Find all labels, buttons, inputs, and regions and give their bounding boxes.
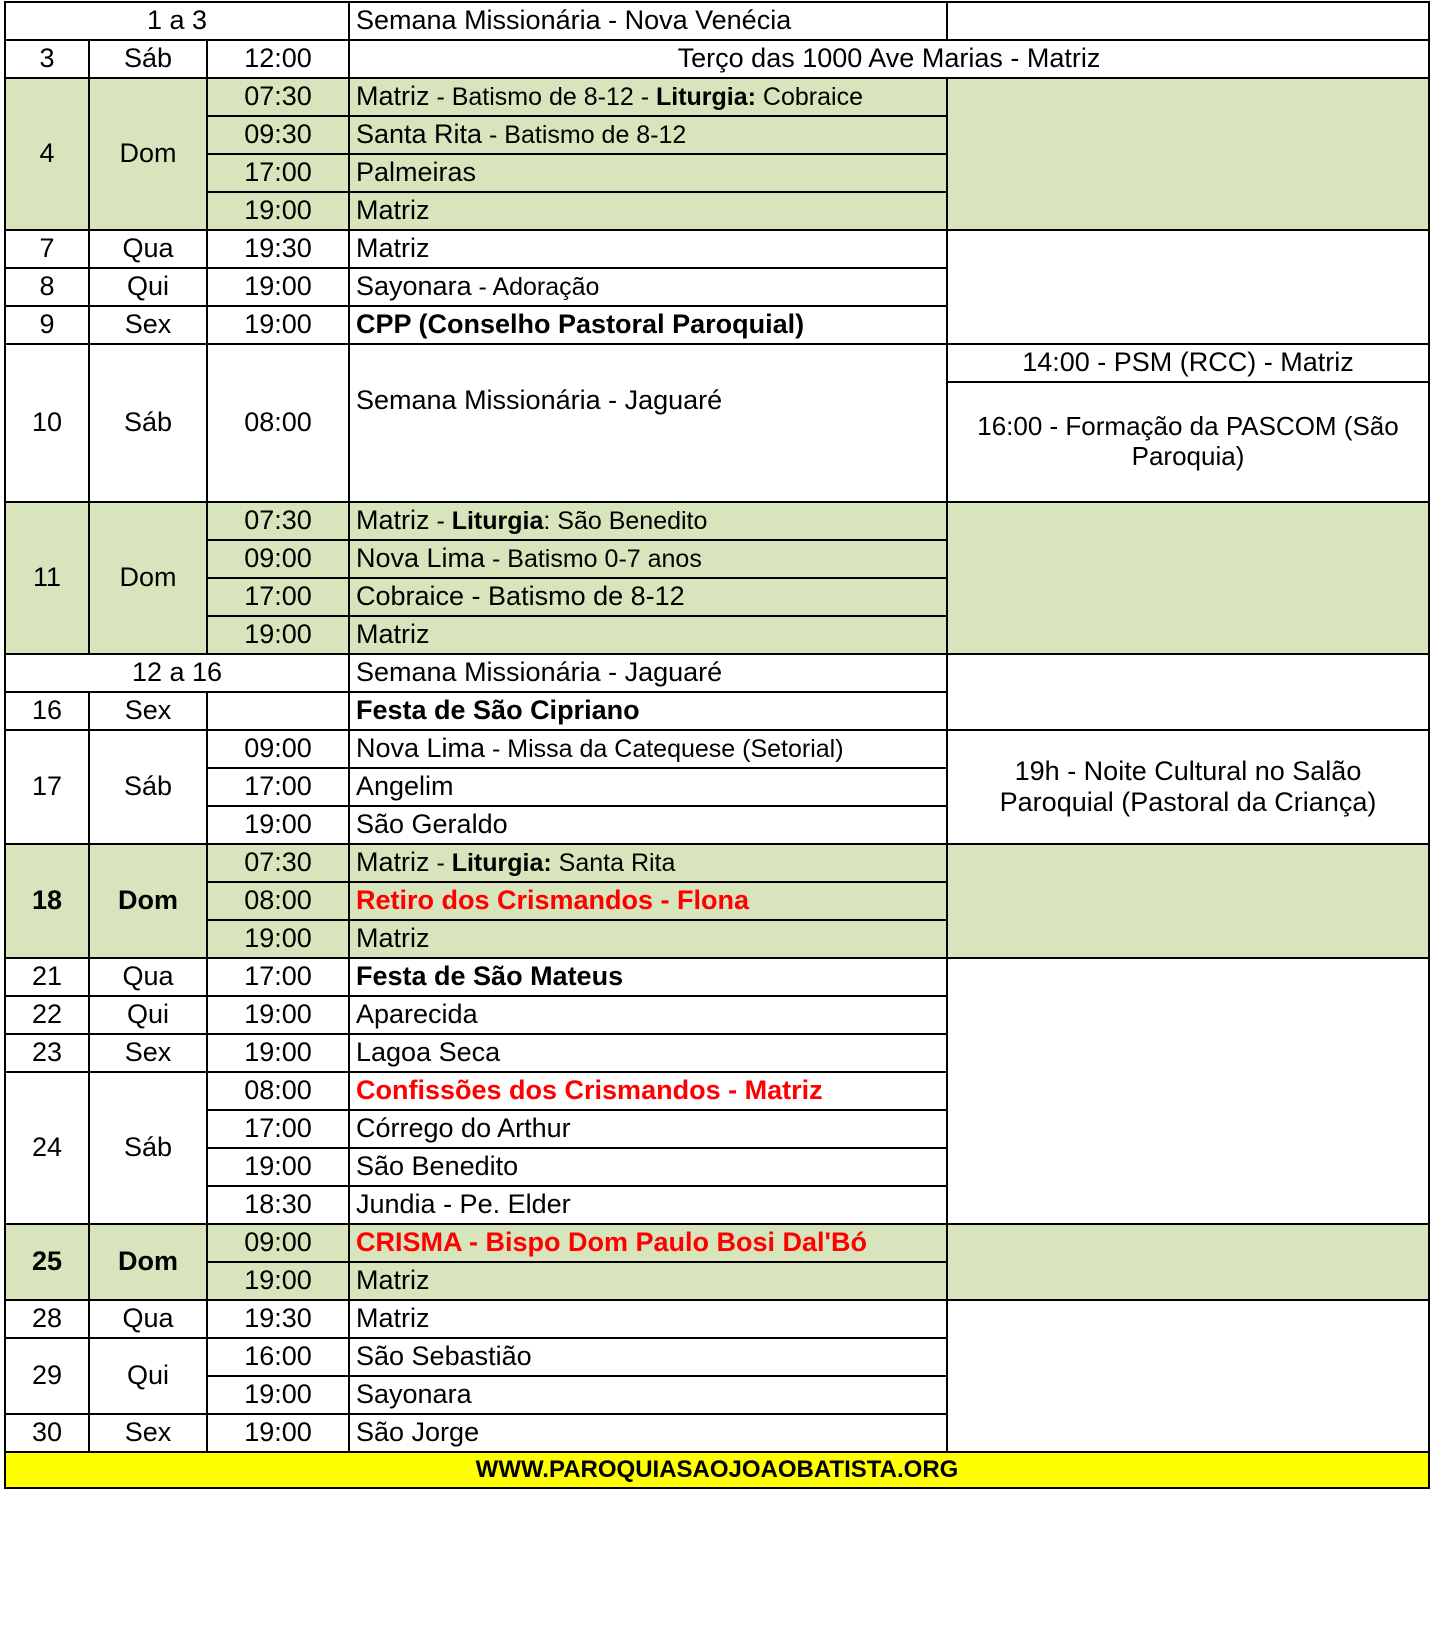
separator: - — [429, 83, 452, 112]
day: 18 — [5, 844, 89, 958]
weekday: Dom — [89, 78, 207, 230]
event-place: Matriz — [356, 847, 430, 878]
time: 07:30 — [207, 844, 349, 882]
day: 30 — [5, 1414, 89, 1452]
event — [349, 502, 947, 540]
time: 17:00 — [207, 1110, 349, 1148]
weekday: Qui — [89, 268, 207, 306]
note-cell — [947, 502, 1429, 654]
table-row — [5, 40, 1429, 78]
event: Semana Missionária - Nova Venécia — [349, 2, 947, 40]
time: 09:30 — [207, 116, 349, 154]
weekday: Qui — [89, 1338, 207, 1414]
note-cell — [947, 654, 1429, 730]
table-row — [5, 654, 1429, 692]
liturgy-value: : São Benedito — [543, 507, 708, 536]
separator: - — [471, 273, 493, 302]
day: 22 — [5, 996, 89, 1034]
day: 25 — [5, 1224, 89, 1300]
event: Matriz — [349, 230, 947, 268]
time: 09:00 — [207, 730, 349, 768]
table-row — [5, 1300, 1429, 1338]
day: 4 — [5, 78, 89, 230]
weekday: Dom — [89, 502, 207, 654]
separator: - — [485, 735, 508, 764]
event-place: Nova Lima — [356, 733, 486, 764]
event: Festa de São Cipriano — [349, 692, 947, 730]
event-place: Matriz — [356, 81, 430, 112]
note-cell — [947, 1224, 1429, 1300]
day: 17 — [5, 730, 89, 844]
table-row — [5, 344, 1429, 382]
day: 24 — [5, 1072, 89, 1224]
note-cell — [947, 844, 1429, 958]
event — [349, 844, 947, 882]
note: 19h - Noite Cultural no Salão Paroquial (Pastoral da Criança) — [947, 730, 1429, 844]
event: Angelim — [349, 768, 947, 806]
event: Semana Missionária - Jaguaré — [349, 654, 947, 692]
weekday: Qua — [89, 958, 207, 996]
day: 23 — [5, 1034, 89, 1072]
event-place: Nova Lima — [356, 543, 486, 574]
time: 19:30 — [207, 230, 349, 268]
weekday: Dom — [89, 844, 207, 958]
event — [349, 78, 947, 116]
weekday: Qua — [89, 230, 207, 268]
event-place: Santa Rita — [356, 119, 483, 150]
event: Matriz — [349, 1300, 947, 1338]
event-detail: Batismo de 8-12 — [451, 83, 634, 112]
weekday: Qui — [89, 996, 207, 1034]
event-place: Sayonara — [356, 271, 472, 302]
time — [207, 692, 349, 730]
weekday: Dom — [89, 1224, 207, 1300]
note-cell — [947, 2, 1429, 40]
time: 19:00 — [207, 1414, 349, 1452]
table-row — [5, 730, 1429, 768]
day: 3 — [5, 40, 89, 78]
event — [349, 116, 947, 154]
event: São Jorge — [349, 1414, 947, 1452]
time: 08:00 — [207, 882, 349, 920]
event: Palmeiras — [349, 154, 947, 192]
time: 17:00 — [207, 578, 349, 616]
time: 19:00 — [207, 268, 349, 306]
weekday: Sáb — [89, 1072, 207, 1224]
time: 19:30 — [207, 1300, 349, 1338]
separator: - — [429, 507, 452, 536]
event: Jundia - Pe. Elder — [349, 1186, 947, 1224]
day: 21 — [5, 958, 89, 996]
table-row — [5, 1224, 1429, 1262]
schedule-table — [4, 1, 1430, 1489]
weekday: Sex — [89, 692, 207, 730]
time: 16:00 — [207, 1338, 349, 1376]
event: Matriz — [349, 616, 947, 654]
time: 17:00 — [207, 958, 349, 996]
event-detail: Batismo 0-7 anos — [507, 545, 702, 574]
day: 8 — [5, 268, 89, 306]
event: São Benedito — [349, 1148, 947, 1186]
event: Cobraice - Batismo de 8-12 — [349, 578, 947, 616]
event: Córrego do Arthur — [349, 1110, 947, 1148]
event: Semana Missionária - Jaguaré — [349, 344, 947, 502]
weekday: Sex — [89, 1414, 207, 1452]
time: 12:00 — [207, 40, 349, 78]
time: 19:00 — [207, 1262, 349, 1300]
note-cell — [947, 230, 1429, 344]
liturgy-label: Liturgia: — [451, 849, 552, 878]
day: 16 — [5, 692, 89, 730]
time: 19:00 — [207, 996, 349, 1034]
time: 09:00 — [207, 540, 349, 578]
time: 19:00 — [207, 616, 349, 654]
time: 19:00 — [207, 1376, 349, 1414]
separator: - — [429, 849, 452, 878]
weekday: Sáb — [89, 344, 207, 502]
weekday: Sáb — [89, 730, 207, 844]
website-footer: WWW.PAROQUIASAOJOAOBATISTA.ORG — [5, 1452, 1429, 1488]
event: Aparecida — [349, 996, 947, 1034]
time: 07:30 — [207, 78, 349, 116]
date-range: 1 a 3 — [5, 2, 349, 40]
note-cell — [947, 78, 1429, 230]
event: Lagoa Seca — [349, 1034, 947, 1072]
table-row — [5, 502, 1429, 540]
time: 17:00 — [207, 768, 349, 806]
time: 17:00 — [207, 154, 349, 192]
weekday: Sex — [89, 306, 207, 344]
note-cell — [947, 1300, 1429, 1452]
date-range: 12 a 16 — [5, 654, 349, 692]
day: 10 — [5, 344, 89, 502]
liturgy-label: Liturgia — [451, 507, 544, 536]
day: 29 — [5, 1338, 89, 1414]
weekday: Sex — [89, 1034, 207, 1072]
time: 19:00 — [207, 1034, 349, 1072]
event — [349, 268, 947, 306]
event: São Geraldo — [349, 806, 947, 844]
time: 08:00 — [207, 344, 349, 502]
event: Matriz — [349, 192, 947, 230]
table-row — [5, 78, 1429, 116]
day: 9 — [5, 306, 89, 344]
event: Confissões dos Crismandos - Matriz — [349, 1072, 947, 1110]
separator: - — [485, 545, 508, 574]
event-place: Matriz — [356, 505, 430, 536]
event: Terço das 1000 Ave Marias - Matriz — [349, 40, 1429, 78]
event: CRISMA - Bispo Dom Paulo Bosi Dal'Bó — [349, 1224, 947, 1262]
liturgy-value: Cobraice — [755, 83, 863, 112]
event: CPP (Conselho Pastoral Paroquial) — [349, 306, 947, 344]
time: 07:30 — [207, 502, 349, 540]
event: Matriz — [349, 1262, 947, 1300]
day: 7 — [5, 230, 89, 268]
weekday: Qua — [89, 1300, 207, 1338]
weekday: Sáb — [89, 40, 207, 78]
event: Sayonara — [349, 1376, 947, 1414]
time: 19:00 — [207, 806, 349, 844]
note-cell — [947, 958, 1429, 1224]
table-row — [5, 230, 1429, 268]
event-detail: Missa da Catequese (Setorial) — [507, 735, 844, 764]
event — [349, 730, 947, 768]
table-row — [5, 1452, 1429, 1488]
liturgy-value: Santa Rita — [551, 849, 676, 878]
time: 19:00 — [207, 306, 349, 344]
event: São Sebastião — [349, 1338, 947, 1376]
time: 19:00 — [207, 1148, 349, 1186]
event — [349, 540, 947, 578]
event: Festa de São Mateus — [349, 958, 947, 996]
liturgy-label: Liturgia: — [655, 83, 756, 112]
event: Matriz — [349, 920, 947, 958]
time: 19:00 — [207, 192, 349, 230]
table-row — [5, 844, 1429, 882]
day: 28 — [5, 1300, 89, 1338]
table-row — [5, 2, 1429, 40]
day: 11 — [5, 502, 89, 654]
note: 14:00 - PSM (RCC) - Matriz — [947, 344, 1429, 382]
time: 18:30 — [207, 1186, 349, 1224]
table-row — [5, 958, 1429, 996]
separator: - — [633, 83, 656, 112]
event-detail: Adoração — [492, 273, 600, 302]
time: 19:00 — [207, 920, 349, 958]
separator: - — [482, 121, 505, 150]
note: 16:00 - Formação da PASCOM (São Paroquia) — [947, 382, 1429, 502]
event-detail: Batismo de 8-12 — [504, 121, 687, 150]
time: 09:00 — [207, 1224, 349, 1262]
event: Retiro dos Crismandos - Flona — [349, 882, 947, 920]
time: 08:00 — [207, 1072, 349, 1110]
